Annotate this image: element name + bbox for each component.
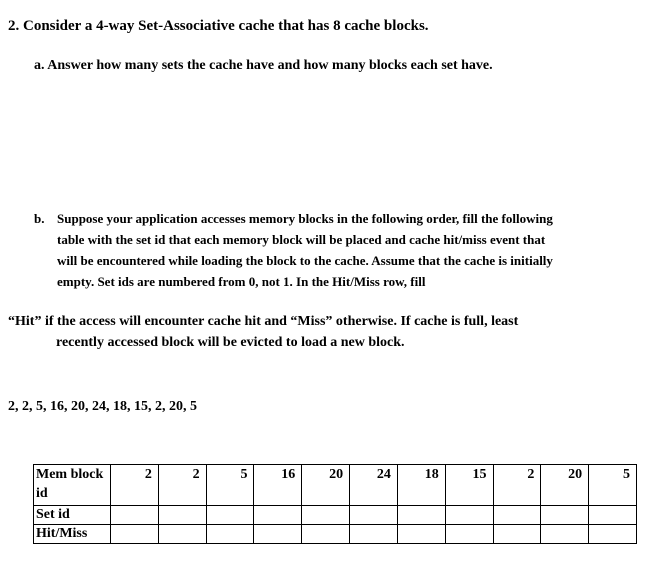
mem-block-cell: 20 [302, 465, 350, 506]
mem-block-cell: 5 [589, 465, 637, 506]
hit-miss-cell[interactable] [206, 525, 254, 544]
hit-miss-cell[interactable] [302, 525, 350, 544]
mem-block-cell: 24 [350, 465, 398, 506]
mem-block-row [34, 465, 637, 506]
hit-miss-line-2: recently accessed block will be evicted to load a new block. [56, 335, 405, 350]
set-id-cell[interactable] [589, 506, 637, 525]
mem-block-cell: 2 [493, 465, 541, 506]
mem-block-cell: 15 [445, 465, 493, 506]
set-id-cell[interactable] [302, 506, 350, 525]
hit-miss-instructions [8, 311, 518, 353]
mem-block-cell: 18 [397, 465, 445, 506]
part-b-line-2: table with the set id that each memory block will be placed and cache hit/miss event that [57, 232, 546, 247]
hit-miss-line-1: “Hit” if the access will encounter cache hit and “Miss” otherwise. If cache is full, least [8, 314, 519, 329]
hit-miss-cell[interactable] [158, 525, 206, 544]
hit-miss-cell[interactable] [541, 525, 589, 544]
set-id-cell[interactable] [111, 506, 159, 525]
mem-block-cell: 2 [158, 465, 206, 506]
question-title: 2. Consider a 4-way Set-Associative cache that has 8 cache blocks. [8, 18, 429, 34]
hit-miss-cell[interactable] [589, 525, 637, 544]
hit-miss-cell[interactable] [254, 525, 302, 544]
hit-miss-cell[interactable] [111, 525, 159, 544]
access-sequence: 2, 2, 5, 16, 20, 24, 18, 15, 2, 20, 5 [8, 399, 197, 414]
hit-miss-cell[interactable] [350, 525, 398, 544]
hit-miss-cell[interactable] [397, 525, 445, 544]
set-id-cell[interactable] [254, 506, 302, 525]
hit-miss-cell[interactable] [493, 525, 541, 544]
set-id-cell[interactable] [206, 506, 254, 525]
set-id-cell[interactable] [350, 506, 398, 525]
part-b-line-4: empty. Set ids are numbered from 0, not 1. In the Hit/Miss row, fill [57, 274, 426, 289]
mem-block-cell: 20 [541, 465, 589, 506]
hit-miss-row [34, 525, 637, 544]
set-id-row [34, 506, 637, 525]
hit-miss-cell[interactable] [445, 525, 493, 544]
mem-block-cell: 2 [111, 465, 159, 506]
cache-table [33, 464, 637, 544]
part-b-line-1: Suppose your application accesses memory blocks in the following order, fill the following [57, 211, 553, 226]
part-b-line-3: will be encountered while loading the block to the cache. Assume that the cache is initially [57, 253, 553, 268]
part-b-block [34, 208, 553, 292]
set-id-cell[interactable] [541, 506, 589, 525]
hit-miss-header: Hit/Miss [34, 525, 111, 544]
mem-block-cell: 16 [254, 465, 302, 506]
set-id-cell[interactable] [445, 506, 493, 525]
part-a-text: a. Answer how many sets the cache have and how many blocks each set have. [34, 58, 493, 73]
mem-block-cell: 5 [206, 465, 254, 506]
part-b-label: b. [34, 211, 45, 226]
set-id-cell[interactable] [493, 506, 541, 525]
set-id-cell[interactable] [397, 506, 445, 525]
set-id-cell[interactable] [158, 506, 206, 525]
set-id-header: Set id [34, 506, 111, 525]
mem-block-header: Mem block id [34, 465, 111, 506]
